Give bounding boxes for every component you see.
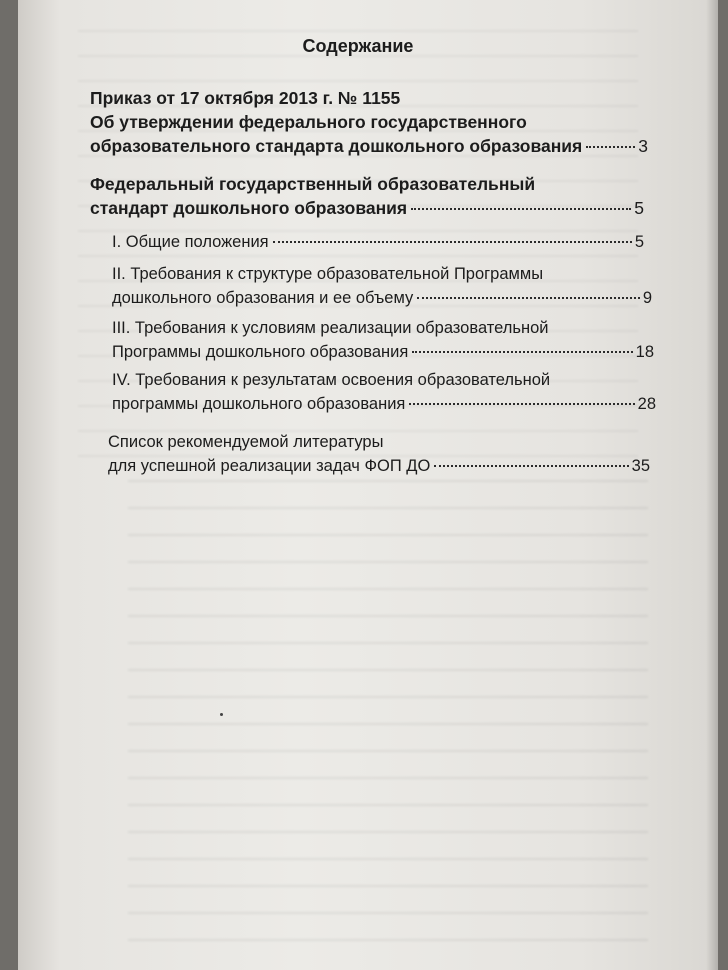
dot-leader — [417, 297, 640, 299]
toc-entry-text: стандарт дошкольного образования — [90, 198, 408, 218]
toc-entry-last-line — [90, 134, 648, 158]
book-page — [18, 0, 718, 970]
toc-entry-text: образовательного стандарта дошкольного образования — [90, 136, 583, 156]
toc-entry-line: Об утверждении федерального государственного — [90, 112, 527, 132]
dot-leader — [273, 241, 632, 243]
page-number: 3 — [638, 136, 648, 156]
toc-entry-last-line — [112, 340, 654, 364]
toc-entry-text: I. Общие положения — [112, 233, 269, 251]
paper-speck — [220, 713, 223, 716]
dot-leader — [412, 351, 632, 353]
toc-entry-standard — [90, 172, 644, 220]
page-number: 18 — [635, 343, 654, 361]
toc-entry-last-line — [90, 196, 644, 220]
dot-leader — [411, 208, 631, 210]
page-number: 5 — [634, 198, 644, 218]
toc-entry-order — [90, 86, 648, 158]
toc-entry-last-line — [108, 454, 650, 478]
toc-entry-results — [112, 368, 656, 416]
toc-entry-text: дошкольного образования и ее объему — [112, 289, 414, 307]
dot-leader — [434, 465, 628, 467]
toc-entry-conditions — [112, 316, 654, 364]
page-number: 5 — [634, 233, 644, 251]
page-number: 35 — [631, 457, 650, 475]
toc-entry-last-line — [112, 286, 652, 310]
toc-entry-last-line — [112, 392, 656, 416]
toc-entry-text: для успешной реализации задач ФОП ДО — [108, 457, 431, 475]
bleed-through-text — [128, 480, 648, 950]
toc-entry-line: Приказ от 17 октября 2013 г. № 1155 — [90, 88, 401, 108]
toc-entry-line: II. Требования к структуре образовательной Программы — [112, 265, 544, 283]
toc-entry-line: III. Требования к условиям реализации образовательной — [112, 319, 549, 337]
page-edge-shadow — [706, 0, 718, 970]
dot-leader — [409, 403, 634, 405]
toc-entry-line: Список рекомендуемой литературы — [108, 433, 384, 451]
toc-entry-text: Программы дошкольного образования — [112, 343, 409, 361]
toc-entry-general — [112, 230, 644, 254]
page-number: 28 — [637, 395, 656, 413]
toc-entry-line: Федеральный государственный образовательный — [90, 174, 536, 194]
page-number: 9 — [642, 289, 652, 307]
toc-entry-text: программы дошкольного образования — [112, 395, 406, 413]
toc-entry-line: IV. Требования к результатам освоения образовательной — [112, 371, 551, 389]
toc-entry-last-line — [112, 230, 644, 254]
toc-heading: Содержание — [302, 36, 414, 56]
toc-entry-structure — [112, 262, 652, 310]
toc-entry-literature — [108, 430, 650, 478]
dot-leader — [586, 146, 635, 148]
